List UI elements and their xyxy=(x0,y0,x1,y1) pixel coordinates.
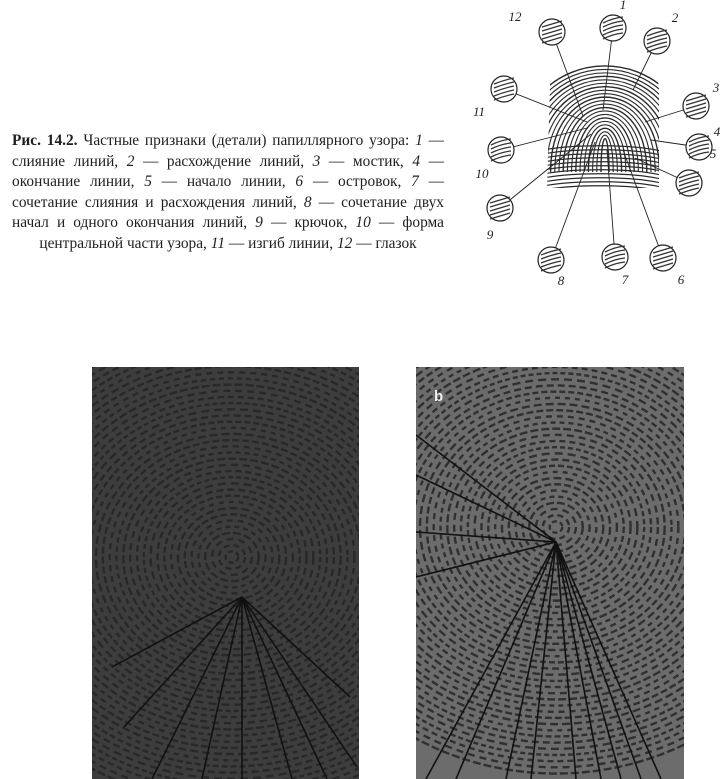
minutia-marker-12 xyxy=(509,9,566,45)
minutia-number: 6 xyxy=(677,272,685,287)
minutia-number: 10 xyxy=(475,166,489,181)
caption-text: Частные признаки (детали) папиллярного узора: 1 — слияние линий, 2 — расхождение линий, 3 — мостик, 4 — окончание линии, 5 — начало линии, 6 — островок, 7 — сочетание слияния и расхождения линий, 8 — сочетание двух начал и одного окончания линий, 9 — крючок, 10 — форма центральной части узора, 11 — изгиб линии, 12 — глазок xyxy=(12,132,445,252)
minutia-number: 8 xyxy=(557,273,565,288)
minutia-marker-1 xyxy=(600,0,626,41)
minutia-marker-7 xyxy=(602,244,629,287)
minutia-number: 1 xyxy=(619,0,627,12)
minutia-number: 4 xyxy=(713,124,721,139)
fingerprint-minutiae-schema xyxy=(455,0,726,300)
figure-label: Рис. 14.2. xyxy=(12,132,78,149)
minutia-number: 11 xyxy=(472,104,486,119)
minutia-marker-6 xyxy=(650,245,685,287)
minutia-number: 2 xyxy=(671,10,679,25)
minutia-marker-3 xyxy=(683,80,720,119)
photo-b-label: b xyxy=(434,388,444,405)
figure-caption xyxy=(12,131,444,254)
minutiae-markers xyxy=(473,0,721,288)
minutia-number: 12 xyxy=(508,9,522,24)
minutia-marker-8 xyxy=(538,247,565,288)
minutia-marker-10 xyxy=(476,137,515,181)
minutia-marker-11 xyxy=(473,76,517,119)
minutia-number: 7 xyxy=(621,272,629,287)
minutia-number: 5 xyxy=(709,146,717,161)
fingerprint-photo-a xyxy=(92,367,359,779)
minutia-marker-9 xyxy=(487,195,513,242)
fingerprint-drawing xyxy=(513,66,697,192)
minutia-number: 9 xyxy=(486,227,494,242)
fingerprint-photo-b xyxy=(416,367,684,779)
minutia-marker-2 xyxy=(644,10,679,54)
minutia-number: 3 xyxy=(712,80,720,95)
